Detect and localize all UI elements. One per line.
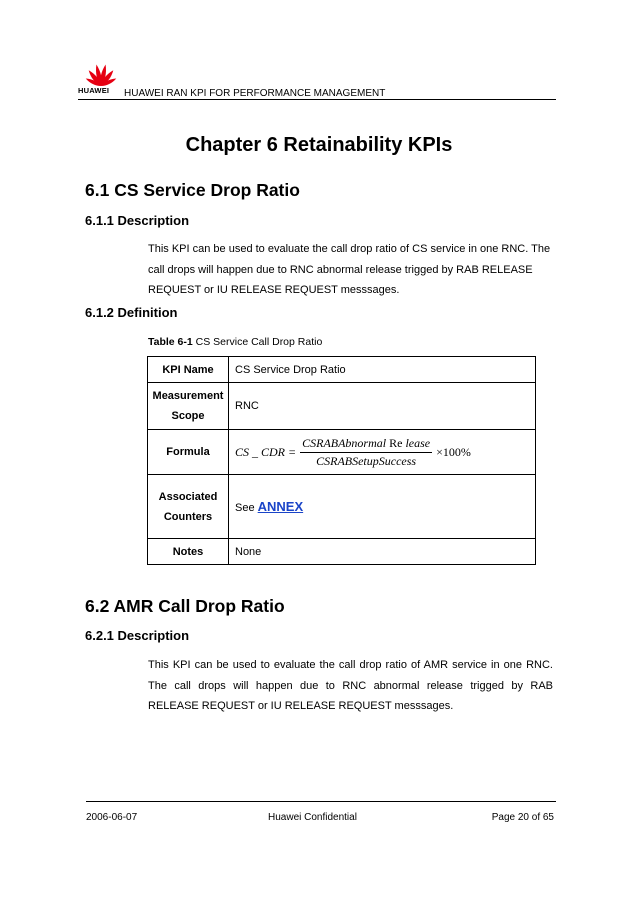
notes-label: Notes <box>148 539 229 565</box>
formula-denominator: CSRABSetupSuccess <box>316 453 417 468</box>
description-paragraph-6-1-1: This KPI can be used to evaluate the call drop ratio of CS service in one RNC. The call drops will happen due to RNC abnormal release trigged by RAB RELEASE REQUEST or IU RELEASE REQUEST messsages. <box>148 243 551 296</box>
kpi-name-value: CS Service Drop Ratio <box>229 357 536 383</box>
formula-numerator-re: Re <box>389 435 403 450</box>
formula-label: Formula <box>148 430 229 475</box>
formula-fraction <box>300 436 432 469</box>
table-caption <box>148 336 322 348</box>
logo-wordmark: HUAWEI <box>78 86 110 95</box>
table-row-counters <box>148 475 536 539</box>
table-row-kpi-name <box>148 357 536 383</box>
formula-numerator-part-1: CSRABAbnormal <box>302 435 390 450</box>
description-paragraph-6-2-1: This KPI can be used to evaluate the call drop ratio of AMR service in one RNC. The call drops will happen due to RNC abnormal release trigged by RAB RELEASE REQUEST or IU RELEASE REQUEST messsages. <box>148 659 553 712</box>
counters-value <box>229 475 536 539</box>
annex-link[interactable]: ANNEX <box>257 499 304 514</box>
header-divider <box>78 99 556 100</box>
subsection-heading-6-2-1: 6.2.1 Description <box>85 628 190 643</box>
formula-expression <box>235 436 531 469</box>
counters-label <box>148 475 229 539</box>
formula-cell <box>229 430 536 475</box>
table-caption-label: Table 6-1 <box>148 336 193 348</box>
table-row-formula <box>148 430 536 475</box>
formula-numerator <box>300 436 432 453</box>
table-row-scope <box>148 383 536 430</box>
notes-value: None <box>229 539 536 565</box>
scope-label <box>148 383 229 430</box>
subsection-heading-6-1-2: 6.1.2 Definition <box>85 305 178 320</box>
scope-value: RNC <box>229 383 536 430</box>
section-heading-6-1: 6.1 CS Service Drop Ratio <box>85 180 300 200</box>
kpi-name-label: KPI Name <box>148 357 229 383</box>
counters-label-line-1: Associated <box>158 490 218 503</box>
kpi-definition-table <box>147 356 536 565</box>
scope-label-line-2: Scope <box>171 410 205 422</box>
footer-page-number: Page 20 of 65 <box>491 812 554 823</box>
formula-numerator-part-2: lease <box>402 435 431 450</box>
scope-label-line-1: Measurement <box>152 390 224 402</box>
footer-confidential: Huawei Confidential <box>268 812 357 823</box>
counters-prefix: See <box>235 502 258 514</box>
footer-date: 2006-06-07 <box>86 812 138 823</box>
formula-multiplier: ×100% <box>436 444 471 459</box>
subsection-heading-6-1-1: 6.1.1 Description <box>85 213 190 228</box>
formula-lhs: CS _ CDR = <box>235 444 297 459</box>
table-row-notes <box>148 539 536 565</box>
footer-divider <box>86 801 556 802</box>
chapter-title: Chapter 6 Retainability KPIs <box>185 134 453 156</box>
counters-label-line-2: Counters <box>163 510 213 523</box>
document-header-title: HUAWEI RAN KPI FOR PERFORMANCE MANAGEMENT <box>124 88 386 99</box>
table-caption-text: CS Service Call Drop Ratio <box>192 336 323 348</box>
section-heading-6-2: 6.2 AMR Call Drop Ratio <box>85 596 285 616</box>
